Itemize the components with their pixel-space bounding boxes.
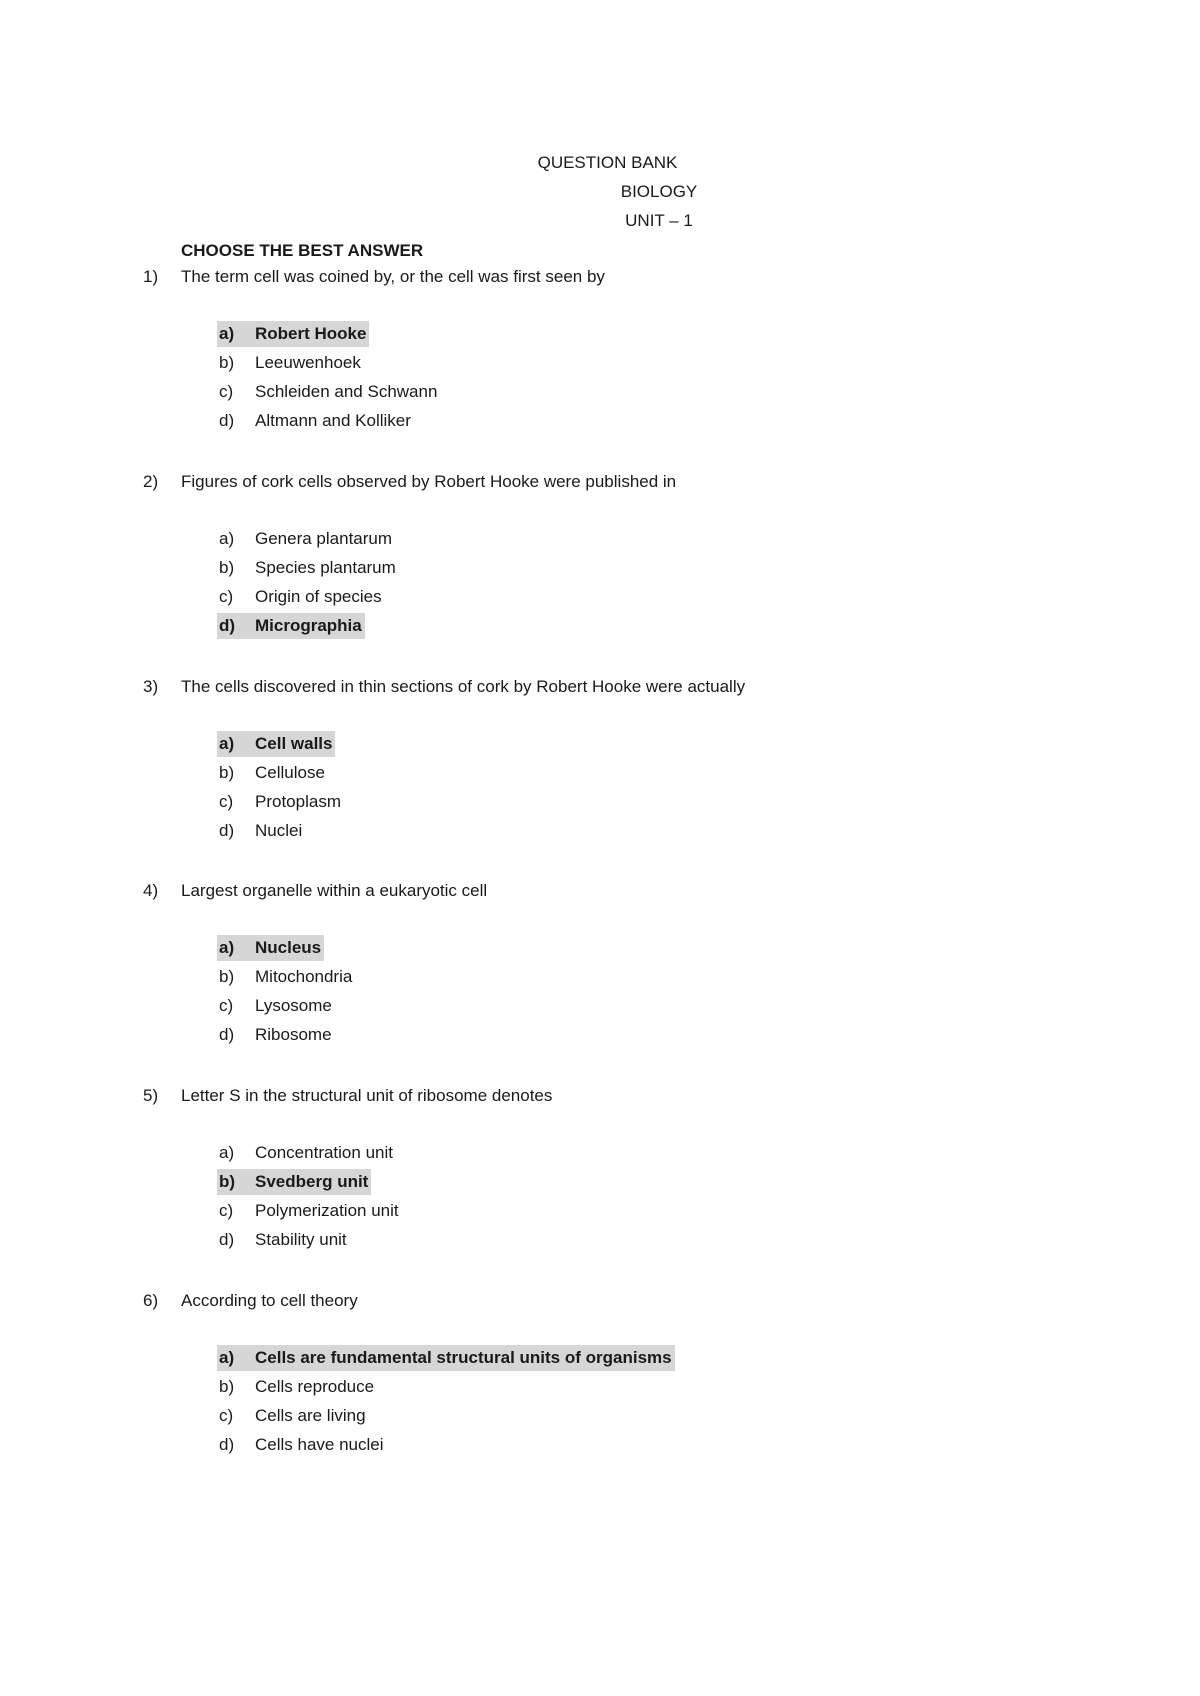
question-3 bbox=[0, 672, 1200, 846]
option-letter: c) bbox=[219, 1201, 234, 1220]
answer-option bbox=[0, 525, 1200, 554]
option-text: Polymerization unit bbox=[255, 1201, 399, 1220]
answer-content bbox=[217, 993, 335, 1019]
question-number: 2) bbox=[143, 472, 159, 491]
answer-option bbox=[0, 1373, 1200, 1402]
answer-content bbox=[217, 760, 328, 786]
option-text: Genera plantarum bbox=[255, 529, 393, 548]
correct-answer-option bbox=[0, 612, 1200, 641]
answer-option bbox=[0, 1021, 1200, 1050]
option-letter: a) bbox=[219, 734, 235, 753]
correct-answer-option bbox=[0, 934, 1200, 963]
answer-content bbox=[217, 1374, 377, 1400]
question-5 bbox=[0, 1081, 1200, 1255]
option-letter: c) bbox=[219, 792, 234, 811]
answer-content bbox=[217, 379, 440, 405]
option-letter: d) bbox=[219, 821, 235, 840]
question-stem bbox=[0, 467, 1200, 496]
answer-option bbox=[0, 1226, 1200, 1255]
answer-highlight bbox=[217, 613, 365, 639]
option-list bbox=[0, 525, 1200, 641]
option-letter: b) bbox=[219, 763, 235, 782]
answer-content bbox=[217, 1227, 350, 1253]
option-letter: c) bbox=[219, 996, 234, 1015]
answer-content bbox=[217, 1022, 335, 1048]
answer-highlight bbox=[217, 1169, 371, 1195]
option-text: Cells have nuclei bbox=[255, 1435, 384, 1454]
answer-content bbox=[217, 1403, 369, 1429]
option-text: Cells reproduce bbox=[255, 1377, 375, 1396]
answer-option bbox=[0, 992, 1200, 1021]
option-text: Leeuwenhoek bbox=[255, 353, 361, 372]
answer-content bbox=[217, 555, 399, 581]
option-text: Mitochondria bbox=[255, 967, 353, 986]
option-letter: a) bbox=[219, 938, 235, 957]
option-list bbox=[0, 730, 1200, 846]
option-letter: c) bbox=[219, 382, 234, 401]
option-text: Robert Hooke bbox=[255, 324, 367, 343]
correct-answer-option bbox=[0, 1168, 1200, 1197]
answer-option bbox=[0, 1402, 1200, 1431]
question-text: Letter S in the structural unit of ribosome denotes bbox=[181, 1086, 553, 1105]
option-text: Cellulose bbox=[255, 763, 325, 782]
option-list bbox=[0, 1139, 1200, 1255]
answer-option bbox=[0, 817, 1200, 846]
answer-option bbox=[0, 554, 1200, 583]
question-stem bbox=[0, 1081, 1200, 1110]
question-4 bbox=[0, 876, 1200, 1050]
answer-highlight bbox=[217, 935, 324, 961]
option-text: Nucleus bbox=[255, 938, 322, 957]
option-letter: c) bbox=[219, 1406, 234, 1425]
question-number: 6) bbox=[143, 1291, 159, 1310]
answer-highlight bbox=[217, 731, 335, 757]
answer-option bbox=[0, 349, 1200, 378]
question-stem bbox=[0, 262, 1200, 291]
option-text: Nuclei bbox=[255, 821, 303, 840]
header-unit: UNIT – 1 bbox=[625, 211, 693, 230]
answer-content bbox=[217, 1140, 396, 1166]
answer-option bbox=[0, 1431, 1200, 1460]
option-letter: d) bbox=[219, 1025, 235, 1044]
answer-content bbox=[217, 584, 385, 610]
answer-option bbox=[0, 583, 1200, 612]
question-number: 4) bbox=[143, 881, 159, 900]
answer-option bbox=[0, 759, 1200, 788]
option-letter: d) bbox=[219, 411, 235, 430]
header-title: QUESTION BANK bbox=[537, 153, 678, 172]
answer-content bbox=[217, 789, 344, 815]
answer-content bbox=[217, 818, 305, 844]
correct-answer-option bbox=[0, 320, 1200, 349]
question-1 bbox=[0, 262, 1200, 436]
option-letter: a) bbox=[219, 324, 235, 343]
question-stem bbox=[0, 672, 1200, 701]
section-instruction: CHOOSE THE BEST ANSWER bbox=[181, 241, 424, 260]
answer-option bbox=[0, 1197, 1200, 1226]
option-letter: a) bbox=[219, 529, 235, 548]
option-text: Concentration unit bbox=[255, 1143, 393, 1162]
answer-content bbox=[217, 1432, 387, 1458]
question-text: Largest organelle within a eukaryotic cell bbox=[181, 881, 488, 900]
question-text: Figures of cork cells observed by Robert Hooke were published in bbox=[181, 472, 677, 491]
answer-option bbox=[0, 378, 1200, 407]
option-letter: a) bbox=[219, 1348, 235, 1367]
option-list bbox=[0, 1344, 1200, 1460]
option-letter: d) bbox=[219, 1230, 235, 1249]
question-6 bbox=[0, 1286, 1200, 1460]
option-letter: b) bbox=[219, 967, 235, 986]
header-subject: BIOLOGY bbox=[620, 182, 698, 201]
option-text: Schleiden and Schwann bbox=[255, 382, 438, 401]
option-text: Svedberg unit bbox=[255, 1172, 369, 1191]
option-letter: b) bbox=[219, 1377, 235, 1396]
answer-content bbox=[217, 526, 395, 552]
answer-option bbox=[0, 407, 1200, 436]
option-text: Ribosome bbox=[255, 1025, 332, 1044]
option-text: Origin of species bbox=[255, 587, 382, 606]
option-text: Species plantarum bbox=[255, 558, 396, 577]
correct-answer-option bbox=[0, 1344, 1200, 1373]
answer-content bbox=[217, 1198, 402, 1224]
option-letter: c) bbox=[219, 587, 234, 606]
option-text: Protoplasm bbox=[255, 792, 341, 811]
option-list bbox=[0, 934, 1200, 1050]
answer-option bbox=[0, 788, 1200, 817]
answer-highlight bbox=[217, 321, 369, 347]
question-text: The term cell was coined by, or the cell was first seen by bbox=[181, 267, 605, 286]
option-letter: b) bbox=[219, 1172, 236, 1191]
question-text: The cells discovered in thin sections of cork by Robert Hooke were actually bbox=[181, 677, 746, 696]
option-letter: a) bbox=[219, 1143, 235, 1162]
answer-content bbox=[217, 964, 355, 990]
question-text: According to cell theory bbox=[181, 1291, 358, 1310]
question-number: 3) bbox=[143, 677, 159, 696]
answer-option bbox=[0, 963, 1200, 992]
option-text: Cell walls bbox=[255, 734, 333, 753]
answer-content bbox=[217, 408, 414, 434]
option-list bbox=[0, 320, 1200, 436]
correct-answer-option bbox=[0, 730, 1200, 759]
question-stem bbox=[0, 1286, 1200, 1315]
option-text: Micrographia bbox=[255, 616, 362, 635]
option-letter: d) bbox=[219, 616, 236, 635]
option-text: Lysosome bbox=[255, 996, 332, 1015]
option-text: Stability unit bbox=[255, 1230, 347, 1249]
answer-highlight bbox=[217, 1345, 675, 1371]
question-stem bbox=[0, 876, 1200, 905]
question-number: 1) bbox=[143, 267, 159, 286]
answer-option bbox=[0, 1139, 1200, 1168]
question-number: 5) bbox=[143, 1086, 159, 1105]
question-2 bbox=[0, 467, 1200, 641]
option-letter: b) bbox=[219, 558, 235, 577]
answer-content bbox=[217, 350, 364, 376]
option-text: Cells are living bbox=[255, 1406, 366, 1425]
option-text: Altmann and Kolliker bbox=[255, 411, 411, 430]
option-letter: b) bbox=[219, 353, 235, 372]
option-letter: d) bbox=[219, 1435, 235, 1454]
option-text: Cells are fundamental structural units of organisms bbox=[255, 1348, 672, 1367]
document-header bbox=[0, 148, 1200, 235]
